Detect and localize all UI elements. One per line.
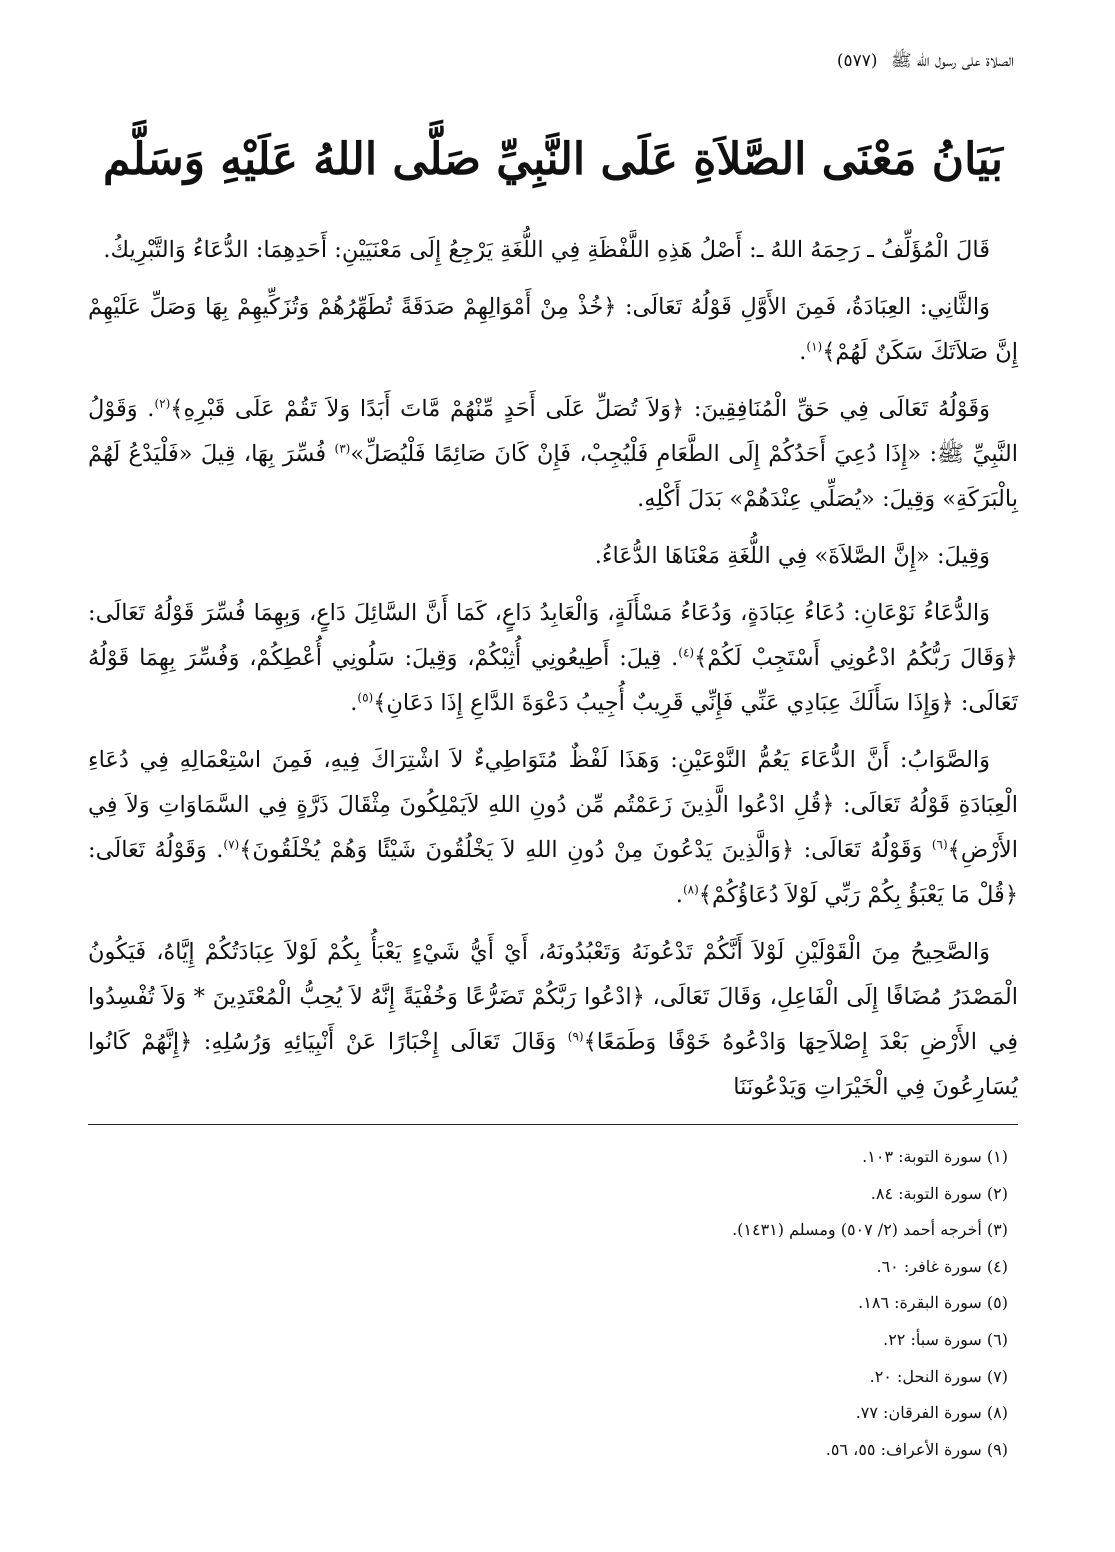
paragraph-5-end: . bbox=[350, 690, 358, 716]
footnote-item: (٧) سورة النحل: ٢٠. bbox=[869, 1366, 1008, 1386]
footnote-ref-4[interactable]: (٤) bbox=[678, 645, 695, 660]
paragraph-3-text-c: فُسِّرَ بِهَا، قِيلَ «فَلْيَدْعُ لَهُمْ بِالْبَرَكَةِ» وَقِيلَ: «يُصَلِّي عِنْدَهُمْ» بَدَلَ أَكْلِهِ. bbox=[88, 441, 1018, 512]
running-title: الصلاة على رسول الله ﷺ bbox=[890, 51, 1014, 71]
paragraph-2-text: وَالثَّانِي: العِبَادَةُ، فَمِنَ الأَوَّلِ قَوْلُهُ تَعَالَى: ﴿خُذْ مِنْ أَمْوَالِهِمْ صَدَقَةً تُطَهِّرُهُمْ وَتُزَكِّيهِمْ بِهَا وَصَلِّ عَلَيْهِمْ إِنَّ صَلاَتَكَ سَكَنٌ لَهُمْ﴾ bbox=[88, 294, 1018, 365]
paragraph-2-end: . bbox=[799, 339, 807, 365]
footnote-item: (٣) أخرجه أحمد (٢/ ٥٠٧) ومسلم (١٤٣١). bbox=[732, 1220, 1008, 1240]
paragraph-6-end: . bbox=[675, 882, 683, 908]
running-header bbox=[88, 50, 1018, 72]
page-number: (٥٧٧) bbox=[836, 51, 878, 71]
paragraph-3 bbox=[88, 387, 1018, 522]
footnote-item: (١) سورة التوبة: ١٠٣. bbox=[862, 1147, 1008, 1166]
footnote-ref-6[interactable]: (٦) bbox=[931, 837, 948, 852]
paragraph-1 bbox=[88, 228, 1018, 273]
paragraph-6-text-c: . وَقَوْلُهُ تَعَالَى: ﴿قُلْ مَا يَعْبَؤُ بِكُمْ رَبِّي لَوْلاَ دُعَاؤُكُمْ﴾ bbox=[88, 837, 1018, 908]
footnote-ref-1[interactable]: (١) bbox=[806, 339, 823, 354]
paragraph-1-text: قَالَ الْمُؤَلِّفُ ـ رَحِمَهُ اللهُ ـ: أَصْلُ هَذِهِ اللَّفْظَةِ فِي اللُّغَةِ يَرْجِعُ إِلَى مَعْنَيَيْنِ: أَحَدِهِمَا: الدُّعَاءُ وَالتَّبْرِيكُ. bbox=[103, 237, 990, 263]
footnote-item: (٦) سورة سبأ: ٢٢. bbox=[883, 1329, 1008, 1349]
footnote-item: (٢) سورة التوبة: ٨٤. bbox=[870, 1183, 1008, 1203]
paragraph-4-text: وَقِيلَ: «إِنَّ الصَّلاَةَ» فِي اللُّغَةِ مَعْنَاهَا الدُّعَاءُ. bbox=[594, 543, 990, 569]
paragraph-6 bbox=[88, 738, 1018, 918]
footnote-ref-3[interactable]: (٣) bbox=[334, 441, 351, 456]
paragraph-7 bbox=[88, 930, 1018, 1110]
footnote-ref-7[interactable]: (٧) bbox=[223, 837, 240, 852]
footnote-ref-2[interactable]: (٢) bbox=[154, 396, 171, 411]
paragraph-3-text-a: وَقَوْلُهُ تَعَالَى فِي حَقِّ الْمُنَافِقِينَ: ﴿وَلاَ تُصَلِّ عَلَى أَحَدٍ مِّنْهُمْ مَّاتَ أَبَدًا وَلاَ تَقُمْ عَلَى قَبْرِهِ﴾ bbox=[170, 396, 990, 422]
footnote-item: (٤) سورة غافر: ٦٠. bbox=[876, 1256, 1008, 1276]
paragraph-5-text-a: وَالدُّعَاءُ نَوْعَانِ: دُعَاءُ عِبَادَةٍ، وَدُعَاءُ مَسْأَلَةٍ، وَالْعَابِدُ دَاعٍ، كَمَا أَنَّ السَّائِلَ دَاعٍ، وَبِهِمَا فُسِّرَ قَوْلُهُ تَعَالَى: ﴿وَقَالَ رَبُّكُمُ ادْعُونِي أَسْتَجِبْ لَكُمْ﴾ bbox=[88, 600, 1018, 671]
body-text bbox=[88, 228, 1018, 1110]
paragraph-5-text-b: . قِيلَ: أَطِيعُونِي أُثِبْكُمْ، وَقِيلَ: سَلُونِي أُعْطِكُمْ، وَفُسِّرَ بِهِمَا قَوْلُهُ تَعَالَى: ﴿وَإِذَا سَأَلَكَ عِبَادِي عَنِّي فَإِنِّي قَرِيبٌ أُجِيبُ دَعْوَةَ الدَّاعِ إِذَا دَعَانِ﴾ bbox=[88, 645, 1018, 716]
chapter-title: بَيَانُ مَعْنَى الصَّلاَةِ عَلَى النَّبِيِّ صَلَّى اللهُ عَلَيْهِ وَسَلَّم bbox=[102, 134, 1004, 185]
paragraph-2 bbox=[88, 285, 1018, 375]
paragraph-7-text-b: وَقَالَ تَعَالَى إِخْبَارًا عَنْ أَنْبِيَائِهِ وَرُسُلِهِ: ﴿إِنَّهُمْ كَانُوا يُسَارِعُونَ فِي الْخَيْرَاتِ وَيَدْعُونَنَا bbox=[88, 1029, 1018, 1100]
book-page bbox=[88, 50, 1018, 1468]
footnotes bbox=[88, 1139, 1018, 1468]
footnote-ref-9[interactable]: (٩) bbox=[567, 1029, 584, 1044]
footnote-ref-8[interactable]: (٨) bbox=[682, 882, 699, 897]
paragraph-7-text-a: وَالصَّحِيحُ مِنَ الْقَوْلَيْنِ لَوْلاَ أَنَّكُمْ تَدْعُونَهُ وَتَعْبُدُونَهُ، أَيْ أَيُّ شَيْءٍ يَعْبَأُ بِكُمْ لَوْلاَ عِبَادَتُكُمْ إِيَّاهُ، فَيَكُونُ الْمَصْدَرُ مُضَافًا إِلَى الْفَاعِلِ، وَقَالَ تَعَالَى، ﴿ادْعُوا رَبَّكُمْ تَضَرُّعًا وَخُفْيَةً إِنَّهُ لاَ يُحِبُّ الْمُعْتَدِينَ * وَلاَ تُفْسِدُوا فِي الأَرْضِ بَعْدَ إِصْلاَحِهَا وَادْعُوهُ خَوْفًا وَطَمَعًا﴾ bbox=[88, 939, 1018, 1055]
paragraph-6-text-a: وَالصَّوَابُ: أَنَّ الدُّعَاءَ يَعُمُّ النَّوْعَيْنِ: وَهَذَا لَفْظٌ مُتَوَاطِيءٌ لاَ اشْتِرَاكَ فِيهِ، فَمِنَ اسْتِعْمَالِهِ فِي دُعَاءِ الْعِبَادَةِ قَوْلُهُ تَعَالَى: ﴿قُلِ ادْعُوا الَّذِينَ زَعَمْتُم مِّن دُونِ اللهِ لاَيَمْلِكُونَ مِثْقَالَ ذَرَّةٍ فِي السَّمَاوَاتِ وَلاَ فِي الأَرْضِ﴾ bbox=[88, 747, 1018, 863]
paragraph-5 bbox=[88, 591, 1018, 726]
paragraph-3-text-b: . وَقَوْلُ النَّبِيِّ ﷺ: «إِذَا دُعِيَ أَحَدُكُمْ إِلَى الطَّعَامِ فَلْيُجِبْ، فَإِنْ كَانَ صَائِمًا فَلْيُصَلِّ» bbox=[88, 396, 1018, 467]
footnote-item: (٨) سورة الفرقان: ٧٧. bbox=[855, 1403, 1008, 1423]
paragraph-4 bbox=[88, 534, 1018, 579]
paragraph-6-text-b: وَقَوْلُهُ تَعَالَى: ﴿وَالَّذِينَ يَدْعُونَ مِنْ دُونِ اللهِ لاَ يَخْلُقُونَ شَيْئًا وَهُمْ يُخْلَقُونَ﴾ bbox=[239, 837, 932, 863]
footnote-separator bbox=[88, 1124, 1018, 1125]
footnote-item: (٩) سورة الأعراف: ٥٥، ٥٦. bbox=[825, 1439, 1008, 1459]
footnote-ref-5[interactable]: (٥) bbox=[357, 690, 374, 705]
footnote-item: (٥) سورة البقرة: ١٨٦. bbox=[858, 1293, 1008, 1313]
